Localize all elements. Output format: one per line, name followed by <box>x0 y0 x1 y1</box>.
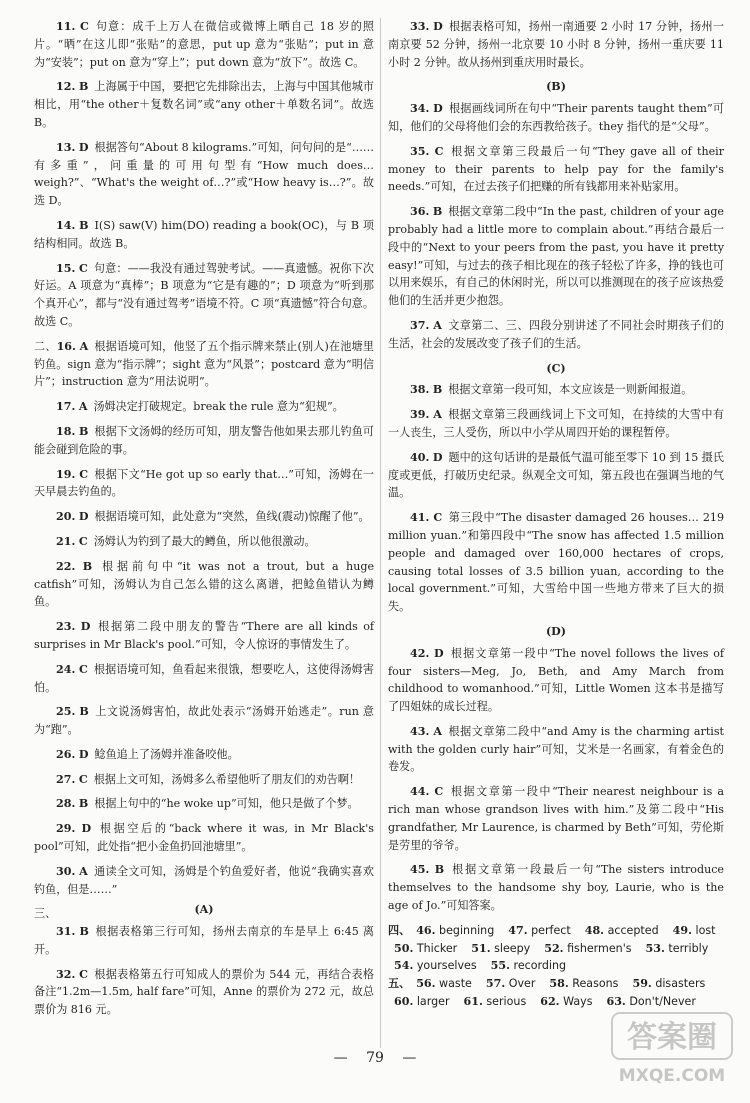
passage-heading: (D) <box>545 624 567 638</box>
question-number: 41. <box>410 511 430 525</box>
question-number: 61. <box>463 995 483 1009</box>
explanation-text: 根据文章第二段中“In the past, children of your age probably had a little more to complain about.”再结合最后一段中的“Next to your peers from the past, you have it pretty easy!”可知，与过去的孩子相比现在的孩子轻松了许多，挣的钱也可以用来娱乐，有自己的休闲时光，所以可以推测现在的孩子应该热爱他们的生活并更少抱怨。 <box>388 205 724 308</box>
question-number: 53. <box>645 941 665 955</box>
fill-in-answers <box>388 922 724 1011</box>
question-number: 12. <box>56 80 76 94</box>
answer-entry <box>388 449 724 502</box>
question-number: 30. <box>56 864 76 878</box>
explanation-text: 题中的这句话讲的是最低气温可能至零下 10 到 15 摄氏度或更低，打破历史纪录。纵观全文可知，第五段也在强调当地的气温。 <box>388 450 725 500</box>
question-number: 52. <box>544 941 564 955</box>
answer-entry <box>34 746 374 764</box>
explanation-text: 根据文章第三段最后一句“They gave all of their money to their parents to help pay for the family's needs.”可知，在过去孩子们把赚的所有钱都用来补贴家用。 <box>388 144 725 194</box>
answer-entry <box>34 820 374 856</box>
question-number: 14. <box>56 218 76 232</box>
answer-entry <box>34 618 374 654</box>
answer-letter: B <box>432 383 443 397</box>
passage-heading: (C) <box>546 361 566 375</box>
explanation-text: 根据上文可知，汤姆多么希望他听了朋友们的劝告啊！ <box>93 772 360 786</box>
answer-letter: D <box>434 646 444 660</box>
answer-entry <box>34 558 374 611</box>
question-number: 29. <box>56 822 76 836</box>
answer-letter: B <box>78 424 89 438</box>
question-number: 18. <box>56 424 76 438</box>
answer-entry <box>388 645 724 716</box>
question-number: 20. <box>56 510 76 524</box>
passage-heading: (A) <box>194 903 214 917</box>
answer-entry <box>388 18 724 71</box>
explanation-text: 根据第二段中朋友的警告“There are all kinds of surprises in Mr Black's pool.”可知，令人惊讶的事情发生了。 <box>34 620 374 651</box>
question-number: 38. <box>410 383 430 397</box>
answer-word: terribly <box>668 941 709 955</box>
question-number: 42. <box>410 646 430 660</box>
answer-entry <box>34 466 374 502</box>
answer-entry <box>34 423 374 459</box>
explanation-text: 根据文章第一段最后一句“The sisters introduce themselves to the handsome shy boy, Laurie, who is the age of Jo.”可知答案。 <box>388 863 724 913</box>
explanation-text: 根据语境可知，此处意为“突然，鱼线(震动)惊醒了他”。 <box>94 510 370 524</box>
answer-letter: C <box>434 144 444 158</box>
fill-in-row <box>388 957 724 975</box>
watermark-logo <box>608 1009 736 1091</box>
answer-letter: C <box>78 261 88 275</box>
answer-letter: D <box>78 140 89 154</box>
answer-letter: A <box>78 400 88 414</box>
question-number: 15. <box>56 261 76 275</box>
answer-letter: C <box>78 662 88 676</box>
question-number: 36. <box>410 205 430 219</box>
question-number: 59. <box>632 977 652 991</box>
answer-letter: B <box>79 925 89 939</box>
answer-entry <box>388 723 724 776</box>
watermark-line1: 答案圈 <box>627 1020 717 1055</box>
answer-entry <box>34 771 374 789</box>
answer-letter: C <box>78 772 88 786</box>
question-number: 47. <box>508 923 528 937</box>
answer-letter: A <box>79 864 88 878</box>
answer-word: waste <box>439 977 472 991</box>
answer-entry <box>388 381 724 399</box>
answer-letter: B <box>79 218 89 232</box>
answer-letter: D <box>433 20 443 33</box>
answer-entry <box>34 863 374 899</box>
explanation-text: 根据文章第二段中“and Amy is the charming artist with the golden curly hair”可知，艾米是一名画家，有着金色的卷发。 <box>388 724 724 774</box>
answer-word: yourselves <box>416 959 477 973</box>
answer-word: serious <box>486 995 527 1009</box>
answer-entry <box>34 18 374 71</box>
section-marker: 五、 <box>388 977 411 991</box>
answer-entry <box>34 508 374 526</box>
question-number: 17. <box>56 400 76 414</box>
answer-entry <box>388 203 724 310</box>
question-number: 46. <box>416 923 436 937</box>
left-column <box>34 18 374 1026</box>
explanation-text: 上海属于中国，要把它先排除出去，上海与中国其他城市相比，用“the other＋复数名词”或“any other＋单数名词”。故选 B。 <box>34 80 374 129</box>
explanation-text: 句意：——我没有通过驾驶考试。——真遗憾。祝你下次好运。A 项意为“真棒”；B 项意为“它是有趣的”；D 项意为“听到那个真开心”，都与“没有通过驾考”语境不符。C 项“真遗憾”符合句意。故选 C。 <box>34 261 374 328</box>
answer-word: recording <box>513 959 567 973</box>
answer-letter: B <box>78 797 89 811</box>
question-number: 54. <box>394 959 414 973</box>
explanation-text: 鲶鱼追上了汤姆并准备咬他。 <box>94 747 239 761</box>
answer-letter: D <box>78 510 89 524</box>
column-divider <box>380 18 381 1048</box>
question-number: 35. <box>410 144 430 158</box>
question-number: 32. <box>56 967 76 981</box>
answer-letter: B <box>79 705 89 719</box>
question-number: 34. <box>410 102 430 116</box>
question-number: 27. <box>56 772 76 786</box>
question-number: 48. <box>584 923 605 937</box>
answer-letter: B <box>82 559 93 573</box>
question-number: 37. <box>410 318 430 332</box>
question-number: 25. <box>56 705 76 719</box>
question-number: 57. <box>485 977 506 991</box>
explanation-text: 文章第二、三、四段分别讲述了不同社会时期孩子们的生活，社会的发展改变了孩子们的生活。 <box>388 318 724 350</box>
section-marker: 二、 <box>34 339 57 353</box>
passage-heading: (B) <box>546 80 566 94</box>
answer-entry <box>34 661 374 697</box>
answer-word: lost <box>695 923 716 937</box>
question-number: 13. <box>56 140 76 154</box>
answer-letter: D <box>433 102 443 116</box>
question-number: 49. <box>672 923 692 937</box>
answer-word: Don't/Never <box>629 995 696 1009</box>
answer-letter: B <box>432 205 443 219</box>
footer-dash-left: — <box>333 1050 348 1066</box>
question-number: 31. <box>56 925 76 939</box>
answer-entry <box>388 861 724 914</box>
question-number: 11. <box>56 20 76 33</box>
explanation-text: 根据表格第三行可知，扬州去南京的车是早上 6:45 离开。 <box>34 925 375 956</box>
fill-in-row <box>388 922 724 940</box>
answer-letter: B <box>434 863 445 877</box>
answer-word: Ways <box>563 995 593 1009</box>
explanation-text: 根据上句中的“he woke up”可知，他只是做了个梦。 <box>94 797 359 811</box>
explanation-text: 句意：成千上万人在微信或微博上晒自己 18 岁的照片。“晒”在这儿即“张贴”的意思，put up 意为“张贴”；put in 意为“安装”；put on 意为“穿上”；put down 意为“放下”。故选 C。 <box>34 20 375 69</box>
explanation-text: 汤姆决定打破规定。break the rule 意为“犯规”。 <box>93 400 344 414</box>
explanation-text: 根据表格可知，扬州一南通要 2 小时 17 分钟，扬州一南京要 52 分钟，扬州一北京要 10 小时 8 分钟，扬州一重庆要 11 小时 2 分钟。故从扬州到重庆用时最长。 <box>388 20 724 69</box>
answer-word: beginning <box>439 923 495 937</box>
answer-letter: D <box>80 620 91 634</box>
explanation-text: 根据语境可知，鱼看起来很饿，想要吃人，这使得汤姆害怕。 <box>34 662 374 694</box>
answer-word: larger <box>416 995 450 1009</box>
question-number: 39. <box>410 408 430 422</box>
question-number: 16. <box>56 339 76 353</box>
question-number: 58. <box>549 977 569 991</box>
explanation-text: 上文说汤姆害怕，故此处表示“汤姆开始逃走”。run 意为“跑”。 <box>34 705 375 737</box>
right-entries <box>388 18 724 915</box>
answer-letter: C <box>79 467 89 481</box>
question-number: 21. <box>56 534 76 548</box>
answer-entry <box>34 78 374 131</box>
question-number: 19. <box>56 467 76 481</box>
answer-letter: A <box>433 408 442 422</box>
question-number: 22. <box>56 559 76 573</box>
explanation-text: 汤姆认为钓到了最大的鳟鱼，所以他很激动。 <box>93 534 316 548</box>
explanation-text: 根据答句“About 8 kilograms.”可知，问句问的是“……有多重”，问重量的可用句型有“How much does… weigh?”、“What's the weight of…?”或“How heavy is…?”。故选 D。 <box>34 140 375 208</box>
question-number: 56. <box>416 977 436 991</box>
answer-entry <box>34 795 374 813</box>
answer-entry <box>34 217 374 253</box>
explanation-text: 根据表格第五行可知成人的票价为 544 元，再结合表格备注“1.2m—1.5m, half fare”可知，Anne 的票价为 272 元，故总票价为 816 元。 <box>34 967 375 1017</box>
question-number: 60. <box>394 995 414 1009</box>
answer-word: perfect <box>531 923 571 937</box>
question-number: 51. <box>471 941 491 955</box>
answer-letter: C <box>79 967 89 981</box>
answer-word: sleepy <box>494 941 531 955</box>
fill-in-row <box>388 940 724 958</box>
answer-entry <box>34 966 374 1019</box>
watermark-logo-icon <box>608 1009 736 1091</box>
answer-entry <box>388 783 724 854</box>
explanation-text: 根据下文汤姆的经历可知，朋友警告他如果去那儿钓鱼可能会碰到危险的事。 <box>34 424 374 456</box>
answer-letter: A <box>79 339 89 353</box>
answer-entry <box>34 338 374 391</box>
question-number: 24. <box>56 662 76 676</box>
answer-letter: C <box>434 785 444 799</box>
question-number: 23. <box>56 620 76 634</box>
answer-letter: B <box>78 80 89 94</box>
answer-entry <box>34 703 374 739</box>
answer-word: fishermen's <box>567 941 632 955</box>
explanation-text: 根据前句中“it was not a trout, but a huge catfish”可知，汤姆认为自己怎么错的这么离谱，把鲶鱼错认为鳟鱼。 <box>34 559 375 609</box>
answer-entry <box>34 260 374 331</box>
fill-in-row <box>388 975 724 993</box>
answer-entry <box>388 143 724 196</box>
answer-entry <box>388 100 724 136</box>
question-number: 33. <box>410 20 430 33</box>
question-number: 62. <box>540 995 560 1009</box>
answer-entry <box>34 398 374 416</box>
section-marker: 四、 <box>388 923 411 937</box>
answer-entry <box>34 139 374 210</box>
question-number: 50. <box>394 941 414 955</box>
answer-letter: C <box>78 534 88 548</box>
explanation-text: 通读全文可知，汤姆是个钓鱼爱好者，他说“我确实喜欢钓鱼，但是……” <box>34 864 374 896</box>
answer-letter: C <box>79 20 89 33</box>
question-number: 26. <box>56 747 76 761</box>
answer-word: accepted <box>607 923 659 937</box>
question-number: 44. <box>410 785 430 799</box>
right-column <box>388 18 724 1011</box>
answer-entry <box>388 406 724 442</box>
answer-entry <box>34 533 374 551</box>
answer-letter: D <box>78 747 89 761</box>
explanation-text: I(S) saw(V) him(DO) reading a book(OC)，与 B 项结构相同。故选 B。 <box>34 218 374 250</box>
explanation-text: 根据画线词所在句中“Their parents taught them”可知，他们的父母将他们会的东西教给孩子。they 指代的是“父母”。 <box>388 102 724 133</box>
question-number: 40. <box>410 450 430 464</box>
answer-letter: C <box>433 511 443 525</box>
footer-dash-right: — <box>402 1050 417 1066</box>
answer-letter: A <box>433 724 442 738</box>
explanation-text: 根据文章第三段画线词上下文可知，在持续的大雪中有一人丧生，三人受伤，所以中小学从周四开始的课程暂停。 <box>388 408 724 439</box>
page-number: 79 <box>366 1050 384 1066</box>
question-number: 28. <box>56 797 76 811</box>
answer-word: Over <box>508 977 536 991</box>
question-number: 43. <box>410 724 430 738</box>
explanation-text: 根据文章第一段可知，本文应该是一则新闻报道。 <box>448 383 693 397</box>
question-number: 55. <box>490 959 510 973</box>
question-number: 45. <box>410 863 430 877</box>
answer-entry <box>388 317 724 353</box>
watermark-line2: MXQE.COM <box>618 1066 726 1086</box>
explanation-text: 根据空后的“back where it was, in Mr Black's pool”可知，此处指“把小金鱼扔回池塘里”。 <box>34 822 374 854</box>
explanation-text: 根据下文“He got up so early that…”可知，汤姆在一天早晨去钓鱼的。 <box>34 467 375 499</box>
answer-word: Reasons <box>572 977 619 991</box>
explanation-text: 第三段中“The disaster damaged 26 houses… 219 million yuan.”和第四段中“The snow has affected 1.5 million people and damaged over 160,000 hectares of crops, causing total losses of 3.5 billion yuan, according to the local government.”可知，大雪给中国一些地方带来了巨大的损失。 <box>388 511 725 614</box>
answer-entry <box>388 509 724 616</box>
answer-letter: A <box>433 318 442 332</box>
answer-word: Thicker <box>416 941 458 955</box>
section-heading: 三、 <box>34 907 57 921</box>
answer-letter: D <box>81 822 92 836</box>
explanation-text: 根据文章第一段中“The novel follows the lives of four sisters—Meg, Jo, Beth, and Amy March from childhood to womanhood.”可知，Little Women 这本书是描写了四姐妹的成长过程。 <box>388 646 724 714</box>
explanation-text: 根据文章第一段中“Their nearest neighbour is a rich man whose grandson lives with him.”及第二段中“His grandfather, Mr Laurence, is charmed by Beth”可知，劳伦斯是劳里的爷爷。 <box>388 785 724 852</box>
answer-word: disasters <box>655 977 706 991</box>
question-number: 63. <box>606 995 626 1009</box>
explanation-text: 根据语境可知，他竖了五个指示牌来禁止(别人)在池塘里钓鱼。sign 意为“指示牌”；sight 意为“风景”；postcard 意为“明信片”；instruction 意为“用法说明”。 <box>34 339 374 389</box>
answer-entry <box>34 923 374 959</box>
answer-letter: D <box>432 450 443 464</box>
